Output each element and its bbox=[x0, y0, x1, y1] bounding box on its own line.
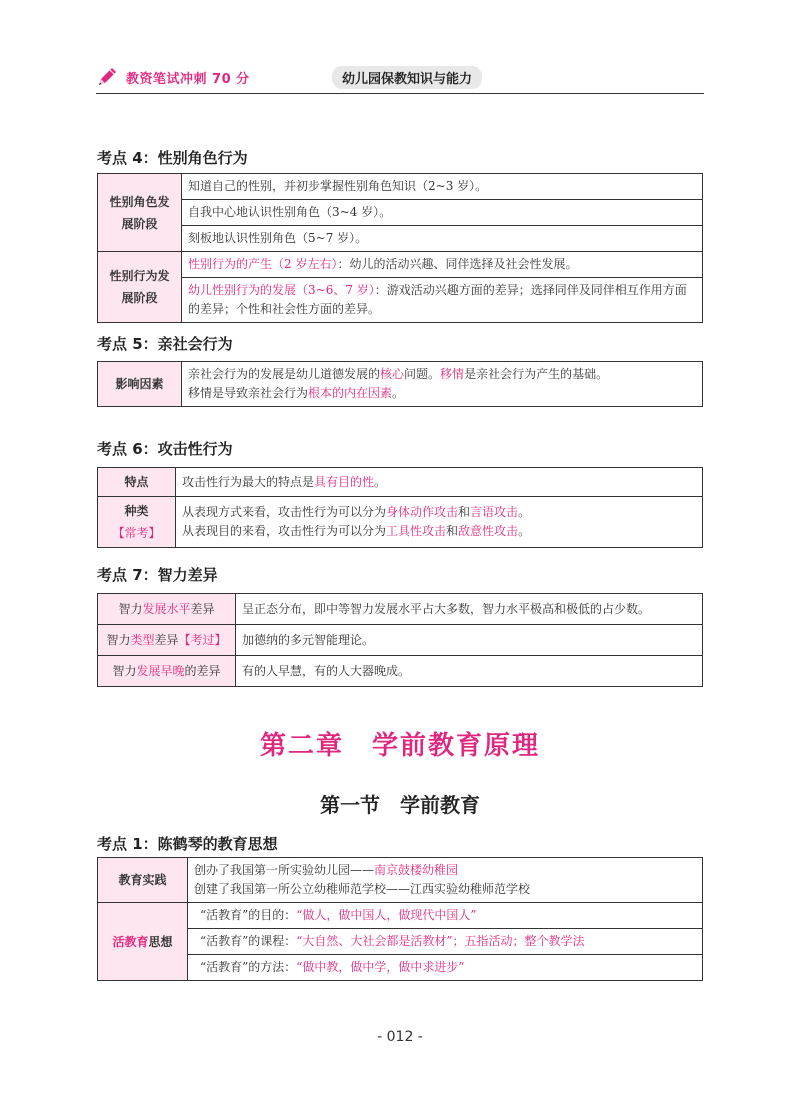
kp1-title: 考点 1：陈鹤琴的教育思想 bbox=[97, 835, 278, 853]
kp5-content: 亲社会行为的发展是幼儿道德发展的核心问题。移情是亲社会行为产生的基础。 移情是导致亲社会行为根本的内在因素。 bbox=[182, 362, 703, 407]
kp6-table bbox=[97, 467, 703, 548]
kp7-content-2: 加德纳的多元智能理论。 bbox=[236, 625, 703, 656]
table-row bbox=[98, 858, 703, 903]
page-header bbox=[96, 64, 704, 92]
kp7-content-1: 呈正态分布，即中等智力发展水平占大多数，智力水平极高和极低的占少数。 bbox=[236, 594, 703, 625]
table-row bbox=[98, 903, 703, 929]
kp7-label-3: 智力发展早晚的差异 bbox=[98, 656, 236, 687]
kp5-table bbox=[97, 361, 703, 407]
kp6-label-b: 种类 【常考】 bbox=[98, 497, 176, 548]
subject-badge: 幼儿园保教知识与能力 bbox=[332, 66, 482, 89]
kp4-table bbox=[97, 173, 703, 323]
kp4-label-a: 性别角色发展阶段 bbox=[98, 174, 182, 252]
kp1-b-row2: “活教育”的课程：“大自然、大社会都是活教材”；五指活动；整个教学法 bbox=[188, 929, 703, 955]
table-row bbox=[98, 226, 703, 252]
kp1-b-row3: “活教育”的方法：“做中教，做中学，做中求进步” bbox=[188, 955, 703, 981]
table-row bbox=[98, 468, 703, 497]
book-title: 教资笔试冲刺 70 分 bbox=[126, 72, 250, 87]
kp1-a-content: 创办了我国第一所实验幼儿园——南京鼓楼幼稚园 创建了我国第一所公立幼稚师范学校——江西实验幼稚师范学校 bbox=[188, 858, 703, 903]
kp1-table bbox=[97, 857, 703, 981]
kp7-title: 考点 7：智力差异 bbox=[97, 566, 218, 584]
table-row bbox=[98, 594, 703, 625]
kp5-label: 影响因素 bbox=[98, 362, 182, 407]
kp6-title: 考点 6：攻击性行为 bbox=[97, 440, 233, 458]
section-title: 第一节 学前教育 bbox=[320, 793, 480, 817]
kp4-b-row2: 幼儿性别行为的发展（3~6、7 岁）：游戏活动兴趣方面的差异；选择同伴及同伴相互作用方面的差异；个性和社会性方面的差异。 bbox=[182, 278, 703, 323]
table-row bbox=[98, 252, 703, 278]
kp4-a-row2: 自我中心地认识性别角色（3~4 岁）。 bbox=[182, 200, 703, 226]
table-row bbox=[98, 362, 703, 407]
kp7-label-2: 智力类型差异【考过】 bbox=[98, 625, 236, 656]
kp4-title: 考点 4：性别角色行为 bbox=[97, 149, 248, 167]
kp1-b-row1: “活教育”的目的：“做人，做中国人，做现代中国人” bbox=[188, 903, 703, 929]
chapter-title: 第二章 学前教育原理 bbox=[259, 731, 540, 761]
table-row bbox=[98, 174, 703, 200]
kp4-b-row1: 性别行为的产生（2 岁左右）：幼儿的活动兴趣、同伴选择及社会性发展。 bbox=[182, 252, 703, 278]
pencil-icon bbox=[96, 66, 118, 88]
kp7-label-1: 智力发展水平差异 bbox=[98, 594, 236, 625]
table-row bbox=[98, 278, 703, 323]
header-rule bbox=[96, 93, 704, 94]
kp1-label-b: 活教育思想 bbox=[98, 903, 188, 981]
kp1-label-a: 教育实践 bbox=[98, 858, 188, 903]
kp6-label-a: 特点 bbox=[98, 468, 176, 497]
table-row bbox=[98, 200, 703, 226]
table-row bbox=[98, 625, 703, 656]
kp4-label-b: 性别行为发展阶段 bbox=[98, 252, 182, 323]
kp7-content-3: 有的人早慧，有的人大器晚成。 bbox=[236, 656, 703, 687]
table-row bbox=[98, 929, 703, 955]
table-row bbox=[98, 955, 703, 981]
table-row bbox=[98, 497, 703, 548]
frequently-tested-tag: 【常考】 bbox=[112, 526, 161, 540]
kp4-a-row1: 知道自己的性别，并初步掌握性别角色知识（2~3 岁）。 bbox=[182, 174, 703, 200]
table-row bbox=[98, 656, 703, 687]
kp7-table bbox=[97, 593, 703, 687]
page-number: - 012 - bbox=[377, 1029, 423, 1045]
kp6-a-content: 攻击性行为最大的特点是具有目的性。 bbox=[176, 468, 703, 497]
kp5-title: 考点 5：亲社会行为 bbox=[97, 335, 233, 353]
kp4-a-row3: 刻板地认识性别角色（5~7 岁）。 bbox=[182, 226, 703, 252]
kp6-b-content: 从表现方式来看，攻击性行为可以分为身体动作攻击和言语攻击。 从表现目的来看，攻击性行为可以分为工具性攻击和敌意性攻击。 bbox=[176, 497, 703, 548]
